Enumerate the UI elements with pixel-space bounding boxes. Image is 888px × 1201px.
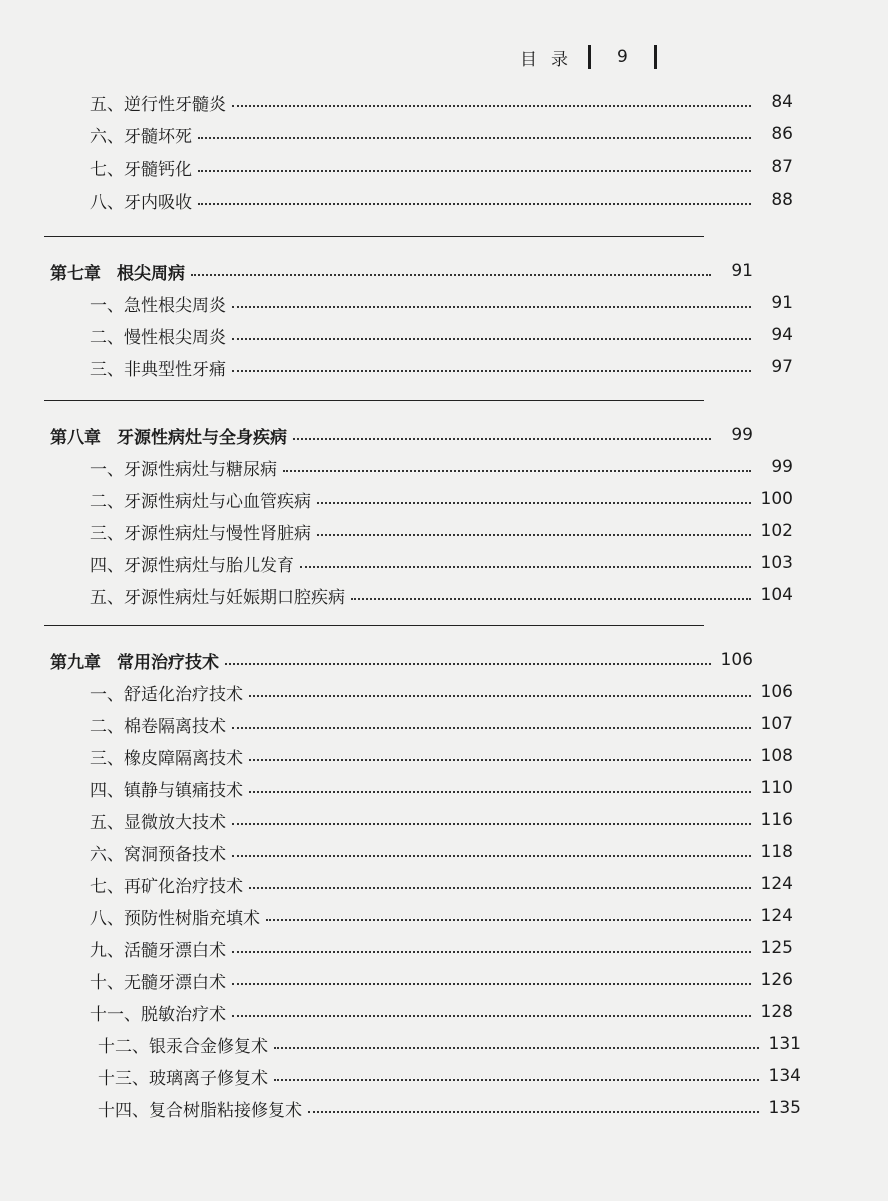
toc-entry-label: 七、再矿化治疗技术 <box>90 876 243 897</box>
dot-leader <box>225 663 711 665</box>
toc-page-number: 135 <box>768 1098 801 1118</box>
toc-page-number: 106 <box>760 682 793 702</box>
toc-entry-label: 十三、玻璃离子修复术 <box>98 1068 268 1089</box>
section-rule <box>44 236 704 237</box>
dot-leader <box>249 791 751 793</box>
section-rule <box>44 625 704 626</box>
toc-entry-label: 三、非典型性牙痛 <box>90 359 226 380</box>
toc-page-number: 97 <box>771 357 793 377</box>
toc-entry-label: 四、牙源性病灶与胎儿发育 <box>90 555 294 576</box>
header-divider <box>654 45 657 69</box>
toc-section-entry[interactable] <box>0 965 880 995</box>
running-header <box>520 44 657 70</box>
dot-leader <box>317 534 751 536</box>
toc-section-entry[interactable] <box>0 869 880 899</box>
dot-leader <box>351 598 751 600</box>
toc-section-entry[interactable] <box>0 516 880 546</box>
dot-leader <box>198 170 751 172</box>
toc-section-entry[interactable] <box>0 185 880 215</box>
dot-leader <box>232 105 751 107</box>
dot-leader <box>198 137 751 139</box>
toc-entry-label: 五、显微放大技术 <box>90 812 226 833</box>
header-title: 目录 <box>520 49 582 70</box>
toc-entry-label: 四、镇静与镇痛技术 <box>90 780 243 801</box>
dot-leader <box>300 566 751 568</box>
toc-page-number: 116 <box>760 810 793 830</box>
toc-entry-label: 十四、复合树脂粘接修复术 <box>98 1100 302 1121</box>
toc-page-number: 107 <box>760 714 793 734</box>
dot-leader <box>293 438 711 440</box>
dot-leader <box>308 1111 759 1113</box>
dot-leader <box>283 470 751 472</box>
toc-section-entry[interactable] <box>0 119 880 149</box>
toc-chapter-entry[interactable] <box>0 420 840 450</box>
toc-section-entry[interactable] <box>0 1029 888 1059</box>
toc-entry-label: 十、无髓牙漂白术 <box>90 972 226 993</box>
toc-page-number: 106 <box>720 650 753 670</box>
chapter-number: 第九章 <box>50 652 101 673</box>
toc-section-entry[interactable] <box>0 741 880 771</box>
toc-entry-label <box>50 259 185 284</box>
toc-entry-label: 三、橡皮障隔离技术 <box>90 748 243 769</box>
dot-leader <box>232 338 751 340</box>
toc-section-entry[interactable] <box>0 837 880 867</box>
dot-leader <box>249 887 751 889</box>
toc-section-entry[interactable] <box>0 484 880 514</box>
toc-page-number: 131 <box>768 1034 801 1054</box>
toc-page-number: 118 <box>760 842 793 862</box>
toc-page-number: 126 <box>760 970 793 990</box>
toc-entry-label <box>50 648 219 673</box>
toc-page-number: 110 <box>760 778 793 798</box>
toc-section-entry[interactable] <box>0 1093 888 1123</box>
toc-entry-label: 三、牙源性病灶与慢性肾脏病 <box>90 523 311 544</box>
section-rule <box>44 400 704 401</box>
dot-leader <box>232 370 751 372</box>
toc-page-number: 103 <box>760 553 793 573</box>
chapter-number: 第七章 <box>50 263 101 284</box>
toc-page-number: 134 <box>768 1066 801 1086</box>
toc-page-number: 91 <box>731 261 753 281</box>
dot-leader <box>274 1047 759 1049</box>
toc-entry-label: 十二、银汞合金修复术 <box>98 1036 268 1057</box>
toc-page-number: 91 <box>771 293 793 313</box>
toc-entry-label: 一、急性根尖周炎 <box>90 295 226 316</box>
toc-page-number: 108 <box>760 746 793 766</box>
toc-page-number: 128 <box>760 1002 793 1022</box>
toc-entry-label: 六、牙髓坏死 <box>90 126 192 147</box>
toc-section-entry[interactable] <box>0 1061 888 1091</box>
header-divider <box>588 45 591 69</box>
dot-leader <box>232 727 751 729</box>
toc-section-entry[interactable] <box>0 152 880 182</box>
toc-section-entry[interactable] <box>0 773 880 803</box>
toc-page-number: 99 <box>771 457 793 477</box>
toc-section-entry[interactable] <box>0 805 880 835</box>
toc-section-entry[interactable] <box>0 933 880 963</box>
dot-leader <box>249 759 751 761</box>
toc-page-number: 100 <box>760 489 793 509</box>
dot-leader <box>317 502 751 504</box>
dot-leader <box>232 823 751 825</box>
toc-entry-label: 五、逆行性牙髓炎 <box>90 94 226 115</box>
toc-entry-label: 九、活髓牙漂白术 <box>90 940 226 961</box>
toc-page-number: 124 <box>760 874 793 894</box>
toc-page-number: 124 <box>760 906 793 926</box>
toc-section-entry[interactable] <box>0 452 880 482</box>
toc-page-number: 84 <box>771 92 793 112</box>
toc-page-number: 104 <box>760 585 793 605</box>
toc-entry-label: 十一、脱敏治疗术 <box>90 1004 226 1025</box>
toc-page-number: 86 <box>771 124 793 144</box>
dot-leader <box>198 203 751 205</box>
dot-leader <box>191 274 711 276</box>
toc-section-entry[interactable] <box>0 580 880 610</box>
chapter-title: 根尖周病 <box>117 263 185 284</box>
toc-section-entry[interactable] <box>0 352 880 382</box>
toc-entry-label: 二、牙源性病灶与心血管疾病 <box>90 491 311 512</box>
toc-entry-label <box>50 423 287 448</box>
toc-page-number: 87 <box>771 157 793 177</box>
toc-entry-label: 二、慢性根尖周炎 <box>90 327 226 348</box>
toc-section-entry[interactable] <box>0 677 880 707</box>
dot-leader <box>232 306 751 308</box>
toc-section-entry[interactable] <box>0 288 880 318</box>
dot-leader <box>232 983 751 985</box>
toc-entry-label: 六、窝洞预备技术 <box>90 844 226 865</box>
toc-section-entry[interactable] <box>0 87 880 117</box>
toc-page-number: 88 <box>771 190 793 210</box>
toc-section-entry[interactable] <box>0 901 880 931</box>
toc-entry-label: 一、舒适化治疗技术 <box>90 684 243 705</box>
toc-section-entry[interactable] <box>0 997 880 1027</box>
dot-leader <box>232 1015 751 1017</box>
chapter-number: 第八章 <box>50 427 101 448</box>
dot-leader <box>249 695 751 697</box>
toc-chapter-entry[interactable] <box>0 256 840 286</box>
dot-leader <box>274 1079 759 1081</box>
toc-page-number: 94 <box>771 325 793 345</box>
dot-leader <box>232 951 751 953</box>
chapter-title: 常用治疗技术 <box>117 652 219 673</box>
toc-entry-label: 七、牙髓钙化 <box>90 159 192 180</box>
toc-section-entry[interactable] <box>0 548 880 578</box>
chapter-title: 牙源性病灶与全身疾病 <box>117 427 287 448</box>
dot-leader <box>232 855 751 857</box>
dot-leader <box>266 919 751 921</box>
toc-section-entry[interactable] <box>0 320 880 350</box>
toc-entry-label: 八、牙内吸收 <box>90 192 192 213</box>
toc-entry-label: 八、预防性树脂充填术 <box>90 908 260 929</box>
toc-section-entry[interactable] <box>0 709 880 739</box>
toc-page-number: 102 <box>760 521 793 541</box>
toc-entry-label: 二、棉卷隔离技术 <box>90 716 226 737</box>
toc-chapter-entry[interactable] <box>0 645 840 675</box>
toc-page-number: 125 <box>760 938 793 958</box>
toc-entry-label: 五、牙源性病灶与妊娠期口腔疾病 <box>90 587 345 608</box>
toc-entry-label: 一、牙源性病灶与糖尿病 <box>90 459 277 480</box>
header-page-number: 9 <box>617 47 628 67</box>
toc-page-number: 99 <box>731 425 753 445</box>
